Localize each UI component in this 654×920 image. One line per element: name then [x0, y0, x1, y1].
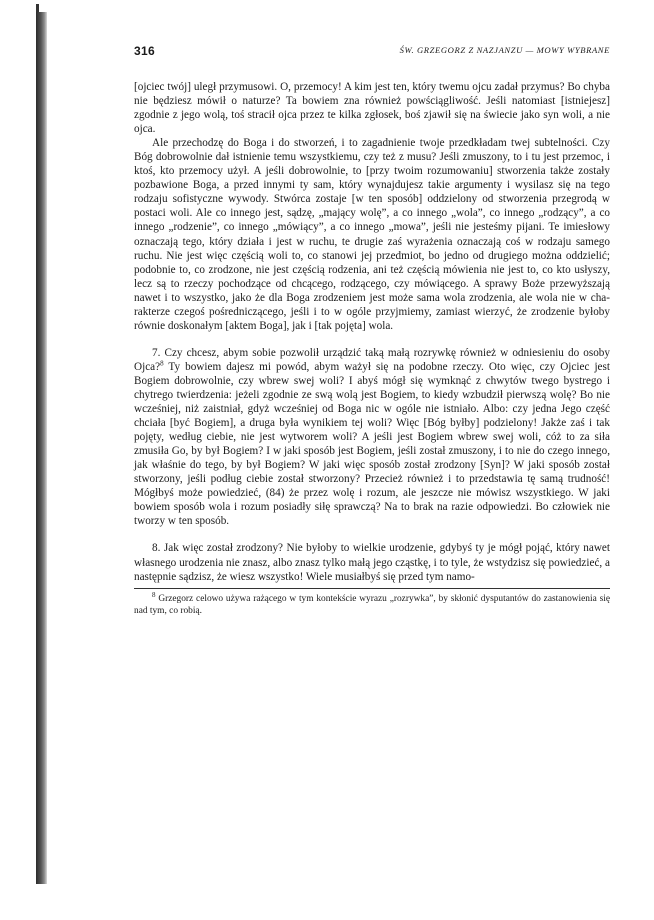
- scan-binding-shadow: [36, 12, 47, 884]
- book-page: [134, 44, 610, 618]
- footnote-reference: 8: [160, 359, 164, 368]
- section-7-paragraph: [134, 346, 610, 529]
- page-header: [134, 44, 610, 58]
- paragraph-god-and-creation: Ale przechodzę do Boga i do stworzeń, i to zagadnienie twoje przedkładam twej subtelności. Czy Bóg dobrowolnie dał istnienie temu wszystkiemu, czy też z musu? Jeśli zmuszony, to i tu jest przemoc, i ktoś, kto przemocy użył. A jeśli dobrowolnie, to [przy twoim rozumowaniu] stworzenia także zostały pozbawione Boga, a przed innymi ty sam, który wynajdujesz takie argumenty i wysilasz się na tego rodzaju sofistyczne wywody. Stwórca zostaje [w ten sposób] oddzielony od stworzenia przegrodą w postaci woli. Ale co innego jest, sądzę, „mający wolę”, a co innego „wola”, co innego „rodzący”, a co innego „rodzenie”, co innego „mówiący”, a co innego „mowa”, jeśli nie jesteśmy pijani. Te imiesłowy oznaczają tego, który działa i jest w ruchu, te drugie zaś wyrażenia oznaczają coś w rodzaju samego ruchu. Nie jest więc częścią woli to, co stanowi jej przedmiot, bo jedno od drugiego można oddzielić; podobnie to, co zrodzone, nie jest częścią rodzenia, ani też częścią mówienia nie jest to, co kto usłyszy, lecz są to rzeczy pochodzące od chcącego, rodzącego, czy mówiącego. A sprawy Boże przewyższają nawet i to wszystko, jako że dla Boga zrodzeniem jest może sama wola zrodzenia, ale wola nie w charakterze czegoś pośredniczącego, jeśli i to w ogóle przyjmiemy, zamiast wierzyć, że zrodzenie byłoby równie doskonałym [aktem Boga], jak i [tak pojęta] wola.: [134, 137, 610, 332]
- running-head: ŚW. GRZEGORZ Z NAZJANZU — MOWY WYBRANE: [399, 45, 610, 55]
- page-number: 316: [134, 44, 155, 58]
- section-8-paragraph: 8. Jak więc został zrodzony? Nie byłoby to wielkie urodzenie, gdybyś ty je mógł pojąć, który nawet własnego urodzenia nie znasz, albo znasz tylko małą jego cząstkę, i to tyle, że wstydzisz się powiedzieć, a następnie sądzisz, że wiesz wszystko! Wiele musiałbyś się przed tym namo-: [134, 542, 610, 583]
- footnote: [134, 590, 610, 618]
- paragraph-continuation: [ojciec twój] uległ przymusowi. O, przemocy! A kim jest ten, który twemu ojcu zadał przymus? Bo chyba nie będziesz mówił o naturze? Ta bowiem zna również powściągliwość. Jeśli natomiast [istniejesz] zgodnie z jego wolą, toś stracił ojca przez te kilka zgłosek, boś zjawił się na świecie jako syn woli, a nie ojca.: [134, 81, 610, 136]
- section-7-text-rest: Ty bowiem dajesz mi powód, abym ważył się na podobne rzeczy. Oto więc, czy Ojciec jest Bogiem dobrowolnie, czy wbrew swej woli? I abyś mógł się wymknąć z chwytów twego bystrego i chytrego twierdzenia: jeżeli zgodnie ze swą wolą jest Bogiem, to kiedy wzbudził pierwszą wolę? Bo nie wcześniej, niż zaistniał, gdyż wcześniej od Boga nic w ogóle nie istniało. Albo: czy jedna Jego część chciała [być Bogiem], a druga była wynikiem tej woli? Więc [Bóg byłby] podzielony! Jakże zaś i tak pojęty, według ciebie, nie jest wytworem woli? A jeśli jest Bogiem wbrew swej woli, cóż to za siła zmusiła Go, by był Bogiem? I w jaki sposób jest Bogiem, jeśli został zmuszony, i to nie do czego innego, jak właśnie do tego, by był Bogiem? W jaki więc sposób został zrodzony [Syn]? W jaki sposób został stworzony, jeśli podług ciebie został stworzony? Przecież również i to przedstawia tę samą trudność! Mógłbyś może powiedzieć, (84) że przez wolę i rozum, ale jeszcze nie mówisz wszystkiego. W jaki bowiem sposób wola i rozum posiadły siłę sprawczą? Na to brak na razie odpowiedzi. Bo człowiek nie tworzy w ten sposób.: [134, 360, 610, 528]
- section-7-text-start: 7. Czy chcesz, abym sobie pozwolił urządzić taką małą rozrywkę również w odniesieniu do osoby Ojca?: [134, 346, 610, 373]
- footnote-divider: [134, 588, 610, 589]
- footnote-text: Grzegorz celowo używa rażącego w tym kontekście wyrazu „rozrywka”, by skłonić dysputantów do zastanowienia się nad tym, co robią.: [134, 593, 610, 617]
- body-text: [134, 80, 610, 584]
- footnote-mark: 8: [152, 590, 156, 599]
